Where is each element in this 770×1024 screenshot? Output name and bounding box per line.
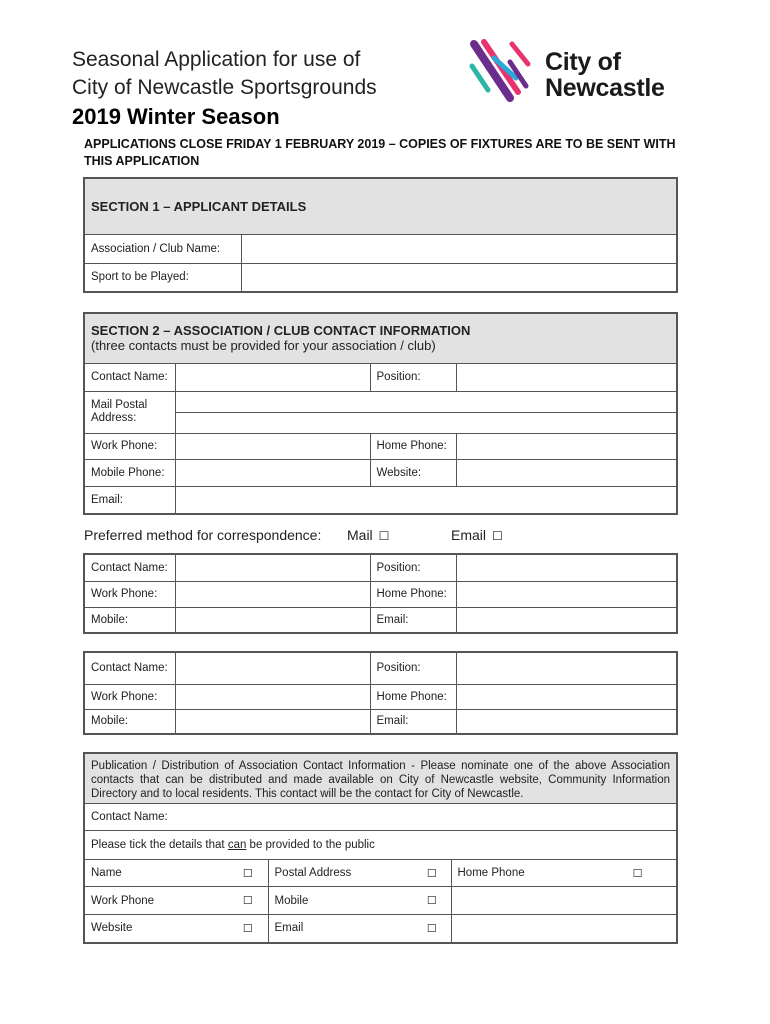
- contact2-mobile-field[interactable]: [175, 607, 370, 633]
- club-name-label: Association / Club Name:: [84, 234, 241, 263]
- contact2-home-phone-field[interactable]: [456, 581, 677, 607]
- logo-text-line-2: Newcastle: [545, 74, 665, 102]
- contact2-name-label: Contact Name:: [84, 554, 175, 581]
- preference-mail-checkbox[interactable]: ☐: [378, 529, 390, 543]
- position-field[interactable]: [456, 363, 677, 391]
- club-name-field[interactable]: [241, 234, 677, 263]
- contact2-table: [83, 553, 678, 634]
- option-mobile-checkbox[interactable]: ☐: [413, 887, 451, 915]
- contact-name-label: Contact Name:: [84, 363, 175, 391]
- option-work-phone-checkbox[interactable]: ☐: [228, 887, 268, 915]
- option-website-checkbox[interactable]: ☐: [228, 915, 268, 943]
- contact2-email-field[interactable]: [456, 607, 677, 633]
- contact2-mobile-label: Mobile:: [84, 607, 175, 633]
- section2-table: [83, 312, 678, 515]
- contact3-name-label: Contact Name:: [84, 652, 175, 684]
- work-phone-label: Work Phone:: [84, 433, 175, 459]
- title-line-1: Seasonal Application for use of: [72, 48, 361, 71]
- work-phone-field[interactable]: [175, 433, 370, 459]
- home-phone-label: Home Phone:: [370, 433, 456, 459]
- preference-email-label: Email: [451, 527, 487, 543]
- contact2-position-label: Position:: [370, 554, 456, 581]
- mail-postal-field-line1[interactable]: [175, 391, 677, 412]
- publication-intro: Publication / Distribution of Association Contact Information - Please nominate one of the above Association contacts that can be distributed and made available on City of Newcastle website, Community Information Directory and to local residents. This contact will be the contact for City of Newcastle.: [84, 753, 677, 804]
- title-line-2: City of Newcastle Sportsgrounds: [72, 76, 377, 99]
- option-website-label: Website: [84, 915, 228, 943]
- preference-email-option[interactable]: [451, 527, 503, 543]
- contact3-work-phone-label: Work Phone:: [84, 684, 175, 709]
- tick-instruction-emphasis: can: [227, 839, 247, 851]
- option-home-phone-label: Home Phone: [451, 860, 599, 887]
- mail-postal-field-line2[interactable]: [175, 412, 677, 433]
- contact3-home-phone-label: Home Phone:: [370, 684, 456, 709]
- option-work-phone-label: Work Phone: [84, 887, 228, 915]
- sport-field[interactable]: [241, 263, 677, 292]
- publication-contact-name-label: Contact Name:: [84, 804, 677, 831]
- contact2-home-phone-label: Home Phone:: [370, 581, 456, 607]
- contact3-email-field[interactable]: [456, 709, 677, 734]
- contact2-work-phone-field[interactable]: [175, 581, 370, 607]
- contact-name-field[interactable]: [175, 363, 370, 391]
- logo-text-line-1: City of: [545, 48, 621, 76]
- city-logo: [468, 38, 678, 104]
- city-logo-mark-icon: [468, 38, 534, 104]
- option-email-label: Email: [268, 915, 413, 943]
- contact3-table: [83, 651, 678, 735]
- preference-mail-option[interactable]: [347, 527, 389, 543]
- contact3-position-field[interactable]: [456, 652, 677, 684]
- sport-label: Sport to be Played:: [84, 263, 241, 292]
- position-label: Position:: [370, 363, 456, 391]
- option-name-checkbox[interactable]: ☐: [228, 860, 268, 887]
- closing-notice: APPLICATIONS CLOSE FRIDAY 1 FEBRUARY 2019 – COPIES OF FIXTURES ARE TO BE SENT WITH THIS APPLICATION: [84, 137, 676, 168]
- option-postal-address-checkbox[interactable]: ☐: [413, 860, 451, 887]
- season-title: 2019 Winter Season: [72, 104, 280, 129]
- contact2-name-field[interactable]: [175, 554, 370, 581]
- contact3-position-label: Position:: [370, 652, 456, 684]
- contact3-mobile-label: Mobile:: [84, 709, 175, 734]
- contact2-position-field[interactable]: [456, 554, 677, 581]
- website-label: Website:: [370, 459, 456, 486]
- option-empty-cell-1: [451, 887, 677, 915]
- preference-label: Preferred method for correspondence:: [84, 527, 322, 543]
- preference-email-checkbox[interactable]: ☐: [492, 529, 503, 543]
- section2-heading: SECTION 2 – ASSOCIATION / CLUB CONTACT INFORMATION: [91, 323, 471, 339]
- tick-instruction-suffix: be provided to the public: [246, 839, 375, 851]
- section2-heading-cell: [84, 313, 677, 363]
- contact3-email-label: Email:: [370, 709, 456, 734]
- publication-tick-instruction: [84, 831, 677, 860]
- mobile-phone-field[interactable]: [175, 459, 370, 486]
- section1-table: [83, 177, 678, 293]
- email-field[interactable]: [175, 486, 677, 514]
- contact3-home-phone-field[interactable]: [456, 684, 677, 709]
- section2-subheading: (three contacts must be provided for your association / club): [91, 338, 436, 354]
- option-mobile-label: Mobile: [268, 887, 413, 915]
- option-empty-cell-2: [451, 915, 677, 943]
- mail-postal-label: Mail Postal Address:: [84, 391, 175, 433]
- contact2-email-label: Email:: [370, 607, 456, 633]
- option-home-phone-checkbox[interactable]: ☐: [599, 860, 677, 887]
- section1-heading: SECTION 1 – APPLICANT DETAILS: [84, 178, 677, 234]
- contact3-work-phone-field[interactable]: [175, 684, 370, 709]
- contact3-mobile-field[interactable]: [175, 709, 370, 734]
- home-phone-field[interactable]: [456, 433, 677, 459]
- website-field[interactable]: [456, 459, 677, 486]
- preference-mail-label: Mail: [347, 527, 373, 543]
- option-postal-address-label: Postal Address: [268, 860, 413, 887]
- publication-table: [83, 752, 678, 944]
- option-email-checkbox[interactable]: ☐: [413, 915, 451, 943]
- option-name-label: Name: [84, 860, 228, 887]
- contact2-work-phone-label: Work Phone:: [84, 581, 175, 607]
- email-label: Email:: [84, 486, 175, 514]
- mobile-phone-label: Mobile Phone:: [84, 459, 175, 486]
- tick-instruction-prefix: Please tick the details that: [91, 839, 228, 851]
- contact3-name-field[interactable]: [175, 652, 370, 684]
